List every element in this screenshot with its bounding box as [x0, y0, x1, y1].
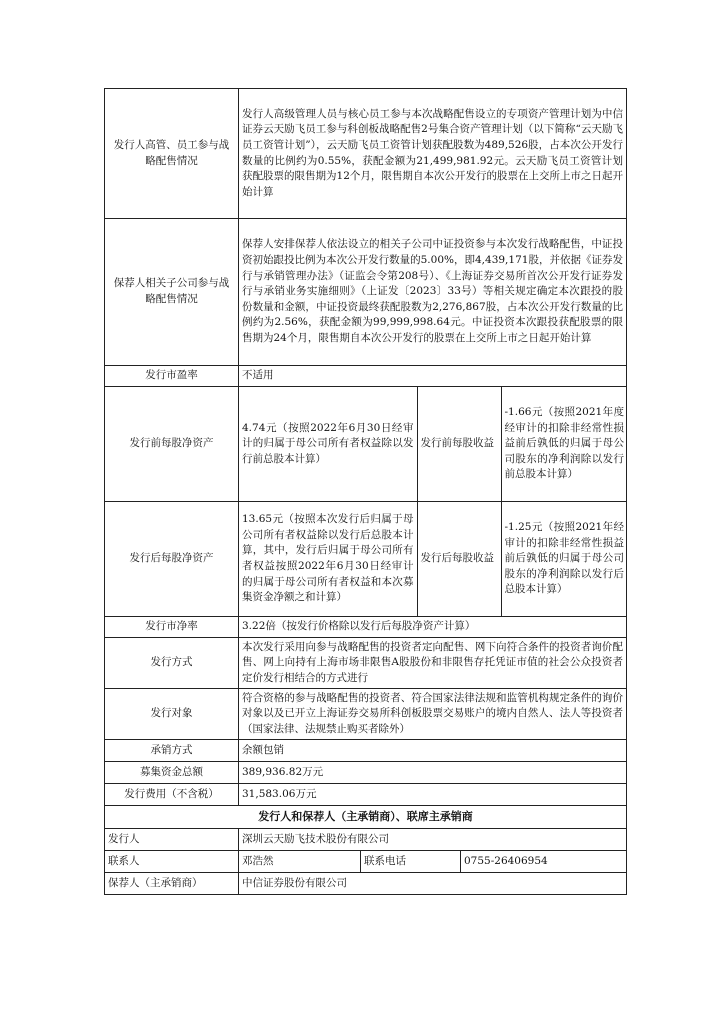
issuer-value: 深圳云天励飞技术股份有限公司: [239, 829, 627, 851]
row-pe-ratio: [105, 366, 627, 387]
section2-header: 发行人和保荐人（主承销商）、联席主承销商: [105, 806, 627, 829]
row-proceeds: [105, 762, 627, 784]
row-method: [105, 638, 627, 689]
proceeds-label: 募集资金总额: [105, 762, 239, 784]
phone-value: 0755-26406954: [461, 851, 627, 873]
document-page: [104, 88, 626, 895]
underwriting-label: 承销方式: [105, 740, 239, 762]
pre-eps-value: -1.66元（按照2021年度经审计的扣除非经常性损益前后孰低的归属于母公司股东的净利润除以发行前总股本计算）: [501, 387, 627, 501]
pre-eps-label: 发行前每股收益: [417, 387, 501, 501]
row-targets: [105, 689, 627, 740]
row-pre-nav: [105, 387, 627, 502]
row-underwriting: [105, 740, 627, 762]
contact-value: 邓浩然: [239, 851, 361, 873]
pre-nav-label: 发行前每股净资产: [105, 387, 239, 502]
row-post-nav: [105, 502, 627, 617]
method-value: 本次发行采用向参与战略配售的投资者定向配售、网下向符合条件的投资者询价配售、网上向持有上海市场非限售A股股份和非限售存托凭证市值的社会公众投资者定价发行相结合的方式进行: [239, 638, 627, 689]
sponsor-sub-label: 保荐人相关子公司参与战略配售情况: [105, 219, 239, 366]
parties-table: [104, 805, 627, 895]
targets-label: 发行对象: [105, 689, 239, 740]
post-eps-label: 发行后每股收益: [417, 502, 501, 616]
issuer-label: 发行人: [105, 829, 239, 851]
row-issuer: [105, 829, 627, 851]
exec-staff-label: 发行人高管、员工参与战略配售情况: [105, 89, 239, 219]
sponsor-label: 保荐人（主承销商）: [105, 873, 239, 895]
phone-label: 联系电话: [361, 851, 461, 873]
sponsor-sub-content: 保荐人安排保荐人依法设立的相关子公司中证投资参与本次发行战略配售，中证投资初始跟投比例为本次公开发行数量的5.00%，即4,439,171股，并依据《证券发行与承销管理办法》（证监会令第208号）、《上海证券交易所首次公开发行证券发行与承销业务实施细则》（上证发〔2023〕33号）等相关规定确定本次跟投的股份数量和金额，中证投资最终获配股数为2,276,867股，占本次公开发行数量的比例约为2.56%，获配金额为99,999,998.64元。中证投资本次跟投获配股票的限售期为24个月，限售期自本次公开发行的股票在上交所上市之日起开始计算: [239, 219, 627, 366]
row-fees: [105, 784, 627, 806]
pe-ratio-label: 发行市盈率: [105, 366, 239, 387]
row-pb-ratio: [105, 617, 627, 638]
fees-label: 发行费用（不含税）: [105, 784, 239, 806]
pb-ratio-label: 发行市净率: [105, 617, 239, 638]
pe-ratio-value: 不适用: [239, 366, 627, 387]
section2-header-row: [105, 806, 627, 829]
method-label: 发行方式: [105, 638, 239, 689]
exec-staff-content: 发行人高级管理人员与核心员工参与本次战略配售设立的专项资产管理计划为中信证券云天励飞员工参与科创板战略配售2号集合资产管理计划（以下简称“云天励飞员工资管计划”），云天励飞员工资管计划获配股数为489,526股，占本次公开发行数量的比例约为0.55%，获配金额为21,499,981.92元。云天励飞员工资管计划获配股票的限售期为12个月，限售期自本次公开发行的股票在上交所上市之日起开始计算: [239, 89, 627, 219]
row-sponsor-sub: [105, 219, 627, 366]
row-exec-staff: [105, 89, 627, 219]
row-sponsor: [105, 873, 627, 895]
pre-nav-subtable: [239, 387, 627, 501]
proceeds-value: 389,936.82万元: [239, 762, 627, 784]
targets-value: 符合资格的参与战略配售的投资者、符合国家法律法规和监管机构规定条件的询价对象以及已开立上海证券交易所科创板股票交易账户的境内自然人、法人等投资者（国家法律、法规禁止购买者除外）: [239, 689, 627, 740]
pre-nav-value: 4.74元（按照2022年6月30日经审计的归属于母公司所有者权益除以发行前总股本计算）: [239, 387, 417, 501]
fees-value: 31,583.06万元: [239, 784, 627, 806]
post-nav-subtable: [239, 502, 627, 616]
sponsor-value: 中信证券股份有限公司: [239, 873, 627, 895]
post-nav-label: 发行后每股净资产: [105, 502, 239, 617]
row-contact: [105, 851, 627, 873]
offering-info-table: [104, 88, 627, 806]
post-eps-value: -1.25元（按照2021年经审计的扣除非经常性损益前后孰低的归属于母公司股东的净利润除以发行后总股本计算）: [501, 502, 627, 616]
underwriting-value: 余额包销: [239, 740, 627, 762]
contact-label: 联系人: [105, 851, 239, 873]
pb-ratio-value: 3.22倍（按发行价格除以发行后每股净资产计算）: [239, 617, 627, 638]
post-nav-value: 13.65元（按照本次发行后归属于母公司所有者权益除以发行后总股本计算，其中，发行后归属于母公司所有者权益按照2022年6月30日经审计的归属于母公司所有者权益和本次募集资金净额之和计算）: [239, 502, 417, 616]
